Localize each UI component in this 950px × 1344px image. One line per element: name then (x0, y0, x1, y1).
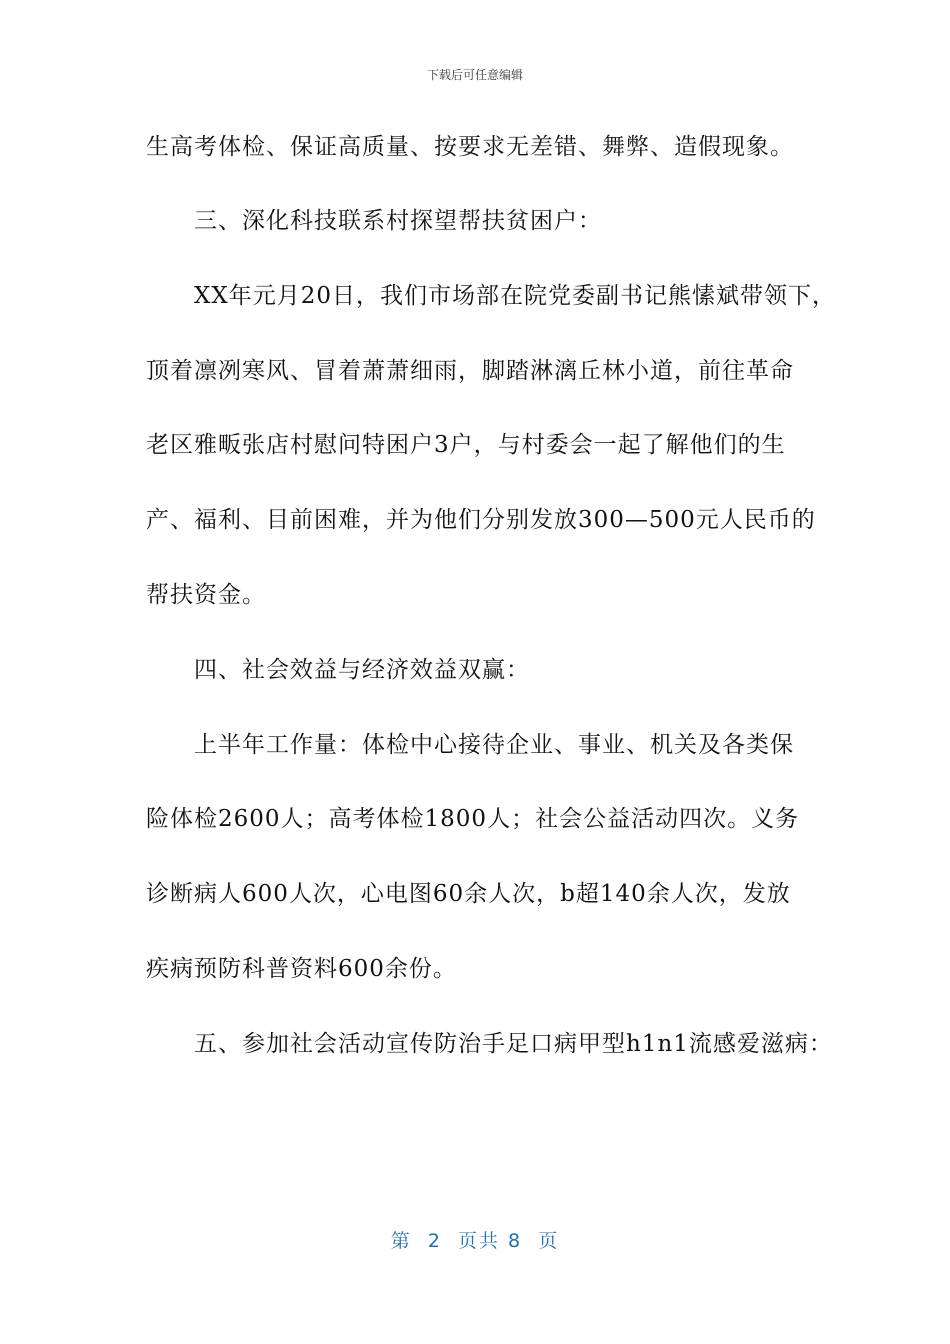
section-heading-5: 五、参加社会活动宣传防治手足口病甲型h1n1流感爱滋病： (194, 1031, 833, 1057)
page-header: 下载后可任意编辑 (426, 68, 523, 82)
section-heading-4: 四、社会效益与经济效益双赢： (194, 657, 530, 683)
body-line-10: 险体检2600人；高考体检1800人；社会公益活动四次。义务 (146, 806, 800, 832)
body-line-12: 疾病预防科普资料600余份。 (146, 956, 457, 982)
body-line-4: 顶着凛冽寒风、冒着萧萧细雨，脚踏淋漓丘林小道，前往革命 (146, 358, 794, 384)
body-line-7: 帮扶资金。 (146, 582, 266, 608)
body-line-5: 老区雅畈张店村慰问特困户3户，与村委会一起了解他们的生 (146, 432, 786, 458)
body-line-11: 诊断病人600人次，心电图60余人次，b超140余人次，发放 (146, 881, 791, 907)
body-line-6: 产、福利、目前困难，并为他们分别发放300—500元人民币的 (146, 507, 816, 533)
body-line-9: 上半年工作量：体检中心接待企业、事业、机关及各类保 (194, 732, 794, 758)
page-footer: 第 2 页共 8 页 (390, 1230, 560, 1252)
body-line-3: XX年元月20日，我们市场部在院党委副书记熊愫斌带领下， (194, 283, 837, 309)
body-line-1: 生高考体检、保证高质量、按要求无差错、舞弊、造假现象。 (146, 134, 794, 160)
section-heading-3: 三、深化科技联系村探望帮扶贫困户： (194, 208, 602, 234)
